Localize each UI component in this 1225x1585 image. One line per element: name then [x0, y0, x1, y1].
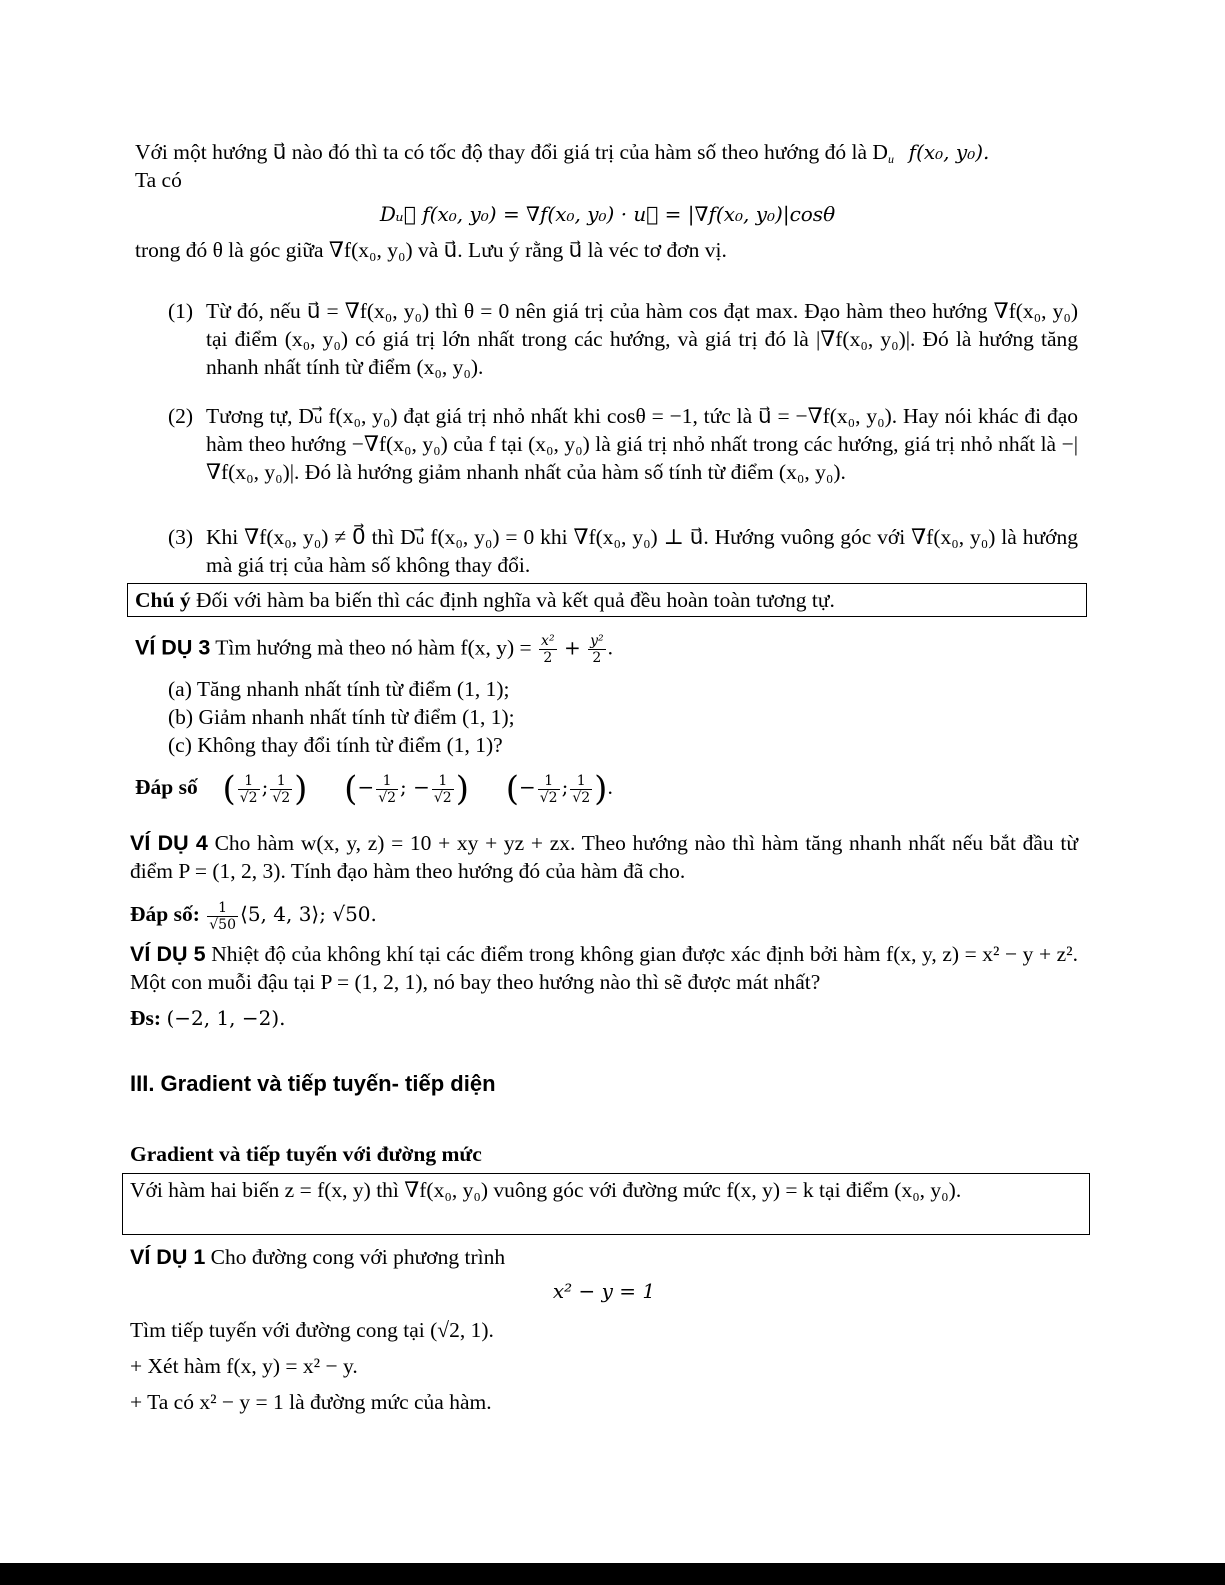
example-4-answer: Đáp số: $\frac{1}{√50}$ ⟨5, 4, 3⟩; √50.	[130, 899, 377, 933]
answer-label: Đs:	[130, 1006, 162, 1030]
item-text: Khi ∇f(x₀, y₀) ≠ 0⃗ thì Dᵤ⃗ f(x₀, y₀) = 0 khi ∇f(x₀, y₀) ⊥ u⃗. Hướng vuông góc với ∇f(x₀, y₀) là hướng mà giá trị của hàm số không thay đổi.	[206, 525, 1078, 577]
example-3-answer: Đáp số ( $\frac{1}{√2}$ ; $\frac{1}{√2}$ ) (− $\frac{1}{√2}$ ; − $\frac{1}{√2}$ ) (− $\frac{1}{√2}$ ; $\frac{1}{√2}$ ).	[135, 769, 613, 810]
answer-label: Đáp số:	[130, 902, 200, 926]
item-number: (2)	[168, 404, 194, 428]
list-item	[168, 523, 1078, 579]
example-3-heading: VÍ DỤ 3 Tìm hướng mà theo nó hàm f(x, y) = $\frac{\text{x²}}{2}$ + $\frac{\text{y²}}{2}$ .	[135, 633, 613, 666]
intro-line-1: Với một hướng u⃗ nào đó thì ta có tốc độ thay đổi giá trị của hàm số theo hướng đó là Du⃗ f(x₀, y₀).	[135, 140, 990, 166]
section-subtitle: Gradient và tiếp tuyến với đường mức	[130, 1142, 482, 1166]
item-number: (1)	[168, 299, 194, 323]
note-label: Chú ý	[135, 588, 191, 612]
curve-equation: x² − y = 1	[552, 1279, 656, 1303]
intro-line-2: Ta có	[135, 168, 182, 192]
note-text: Đối với hàm ba biến thì các định nghĩa và kết quả đều hoàn toàn tương tự.	[195, 588, 835, 612]
list-item	[168, 402, 1078, 514]
item-text: Từ đó, nếu u⃗ = ∇f(x₀, y₀) thì θ = 0 nên giá trị của hàm cos đạt max. Đạo hàm theo hướng ∇f(x₀, y₀) tại điểm (x₀, y₀) có giá trị lớn nhất trong các hướng, và giá trị đó là |∇f(x₀, y₀)|. Đó là hướng tăng nhanh nhất tính từ điểm (x₀, y₀).	[206, 299, 1078, 379]
answer-value: (−2, 1, −2).	[166, 1006, 286, 1030]
page-bottom-border	[0, 1563, 1225, 1585]
intro-line-3: trong đó θ là góc giữa ∇f(x₀, y₀) và u⃗. Lưu ý rằng u⃗ là véc tơ đơn vị.	[135, 238, 727, 262]
example-5	[130, 940, 1078, 996]
list-item	[168, 297, 1078, 381]
example-1-heading	[130, 1243, 505, 1271]
item-number: (3)	[168, 525, 194, 549]
list-item: (b) Giảm nhanh nhất tính từ điểm (1, 1);	[168, 705, 515, 729]
list-item: (a) Tăng nhanh nhất tính từ điểm (1, 1);	[168, 677, 510, 701]
example-text: Cho đường cong với phương trình	[210, 1245, 506, 1269]
theorem-box	[122, 1173, 1090, 1235]
gradient-formula: Dᵤ⃗ f(x₀, y₀) = ∇f(x₀, y₀) · u⃗ = |∇f(x₀, y₀)|cosθ	[379, 202, 836, 226]
example-text: Cho hàm w(x, y, z) = 10 + xy + yz + zx. Theo hướng nào thì hàm tăng nhanh nhất nếu bắt đầu từ điểm P = (1, 2, 3). Tính đạo hàm theo hướng đó của hàm đã cho.	[130, 831, 1078, 883]
example-1-line-1: Tìm tiếp tuyến với đường cong tại (√2, 1).	[130, 1318, 494, 1342]
theorem-text: Với hàm hai biến z = f(x, y) thì ∇f(x₀, y₀) vuông góc với đường mức f(x, y) = k tại điểm (x₀, y₀).	[130, 1178, 962, 1202]
fraction: $\frac{\text{y²}}{2}$	[590, 633, 604, 666]
example-label: VÍ DỤ 5	[130, 942, 206, 966]
example-4	[130, 829, 1078, 885]
example-1-line-2: + Xét hàm f(x, y) = x² − y.	[130, 1354, 358, 1378]
answer-value: ⟨5, 4, 3⟩; √50.	[240, 902, 377, 926]
list-item: (c) Không thay đổi tính từ điểm (1, 1)?	[168, 733, 503, 757]
example-label: VÍ DỤ 1	[130, 1245, 206, 1269]
item-text: Tương tự, Dᵤ⃗ f(x₀, y₀) đạt giá trị nhỏ nhất khi cosθ = −1, tức là u⃗ = −∇f(x₀, y₀). Hay nói khác đi đạo hàm theo hướng −∇f(x₀, y₀) của f tại (x₀, y₀) là giá trị nhỏ nhất trong các hướng, giá trị nhỏ nhất là −|∇f(x₀, y₀)|. Đó là hướng giảm nhanh nhất của hàm số tính từ điểm (x₀, y₀).	[206, 404, 1078, 484]
example-5-answer	[130, 1004, 286, 1032]
answer-label: Đáp số	[135, 775, 198, 799]
example-label: VÍ DỤ 3	[135, 635, 211, 660]
example-label: VÍ DỤ 4	[130, 831, 208, 855]
example-text: Tìm hướng mà theo nó hàm f(x, y) =	[215, 635, 532, 660]
example-1-line-3: + Ta có x² − y = 1 là đường mức của hàm.	[130, 1390, 492, 1414]
note-box	[127, 583, 1087, 617]
example-text: Nhiệt độ của không khí tại các điểm trong không gian được xác định bởi hàm f(x, y, z) = x² − y + z². Một con muỗi đậu tại P = (1, 2, 1), nó bay theo hướng nào thì sẽ được mát nhất?	[130, 942, 1079, 994]
fraction: $\frac{\text{x²}}{2}$	[541, 633, 555, 666]
section-title: III. Gradient và tiếp tuyến- tiếp diện	[130, 1071, 496, 1096]
